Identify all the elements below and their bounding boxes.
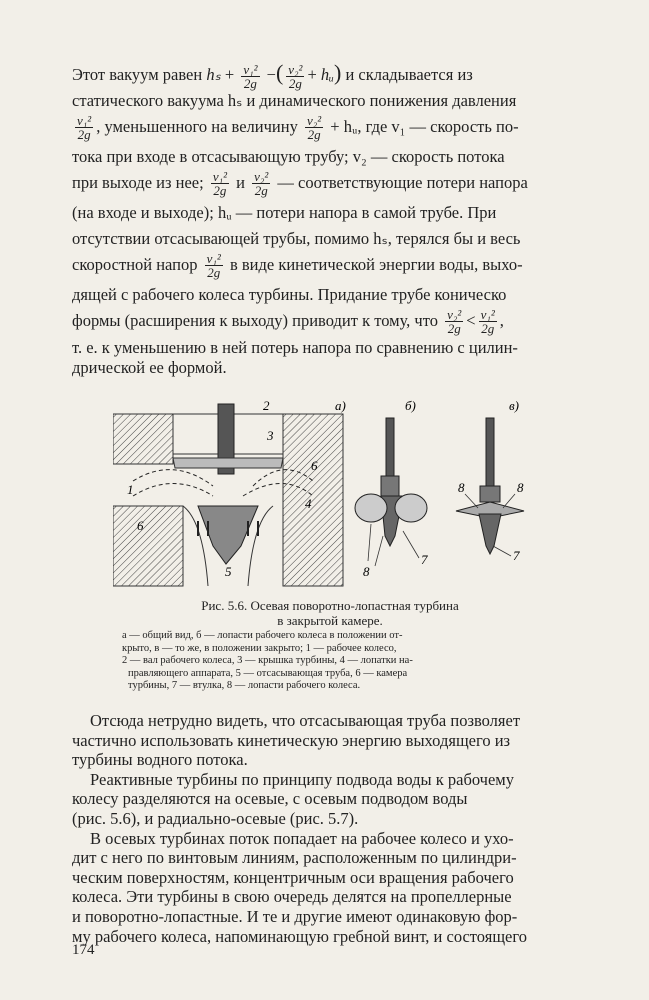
formula-op: +	[307, 65, 317, 84]
fraction	[205, 252, 223, 279]
label-a: а)	[335, 398, 346, 413]
fraction-numerator: v₁²	[206, 251, 221, 267]
text-line: и поворотно-лопастные. И те и другие имеют одинаковую фор-	[72, 906, 518, 926]
text-line: отсутствии отсасывающей трубы, помимо hₛ, терялся бы и весь	[72, 228, 521, 248]
text-fragment: Этот вакуум равен	[72, 65, 203, 84]
text-line: Реактивные турбины по принципу подвода воды к рабочему	[90, 769, 514, 789]
text-line	[72, 114, 595, 144]
turbine-figure	[113, 396, 543, 588]
page-number: 174	[72, 942, 95, 958]
legend-line: турбины, 7 — втулка, 8 — лопасти рабочего колеса.	[128, 680, 361, 691]
text-line: Отсюда нетрудно видеть, что отсасывающая труба позволяет	[90, 711, 521, 730]
text-fragment: и	[236, 172, 245, 192]
text-line: (на входе и выходе); hᵤ — потери напора в самой трубе. При	[72, 202, 497, 222]
fraction	[479, 308, 497, 335]
formula-op: <	[466, 310, 476, 330]
formula-op: −	[266, 65, 276, 84]
body-paragraphs	[72, 711, 595, 946]
fraction-denominator: 2g	[254, 183, 268, 199]
label-b: б)	[405, 398, 416, 413]
fraction-denominator: 2g	[77, 127, 91, 143]
text-fragment: формы (расширения к выходу) приводит к тому, что	[72, 310, 438, 330]
label-8: 8	[517, 480, 524, 495]
formula-op: ,	[499, 310, 504, 330]
text-line: му рабочего колеса, напоминающую гребной винт, и состоящего	[72, 926, 527, 946]
fraction-numerator: v₂²	[447, 307, 462, 323]
label-1: 1	[127, 482, 134, 497]
fraction-numerator: v₁²	[212, 169, 227, 185]
text-line: колесу разделяются на осевые, с осевым подводом воды	[72, 789, 468, 809]
fraction	[252, 170, 270, 197]
formula-op: +	[224, 65, 235, 84]
legend-line: правляющего аппарата, 5 — отсасывающая труба, 6 — камера	[128, 667, 408, 679]
turbine-general-view	[113, 398, 346, 586]
text-line: колеса. Эти турбины в свою очередь делятся на пропеллерные	[72, 887, 512, 907]
text-line	[72, 252, 595, 282]
text-line: дрической ее формой.	[72, 357, 227, 377]
label-6: 6	[311, 458, 318, 473]
fraction-denominator: 2g	[243, 75, 257, 91]
label-8: 8	[458, 480, 465, 495]
text-line: частично использовать кинетическую энергию выходящего из	[72, 730, 511, 750]
label-3: 3	[267, 428, 274, 443]
label-8: 8	[363, 564, 370, 579]
text-line	[72, 308, 595, 338]
fraction-denominator: 2g	[207, 265, 221, 281]
fraction	[286, 63, 304, 90]
fraction-numerator: v₂²	[306, 113, 322, 129]
text-line: В осевых турбинах поток попадает на рабочее колесо и ухо-	[90, 828, 514, 848]
text-line	[72, 170, 595, 200]
text-fragment: , уменьшенного на величину	[96, 116, 298, 136]
fraction-denominator: 2g	[307, 127, 321, 143]
text-fragment: в виде кинетической энергии воды, выхо-	[229, 254, 523, 274]
top-paragraph	[72, 60, 595, 378]
text-line: турбины водного потока.	[72, 750, 248, 770]
text-line: статического вакуума hₛ и динамического понижения давления	[72, 90, 517, 110]
fraction-denominator: 2g	[288, 75, 302, 91]
label-c: в)	[509, 398, 519, 413]
formula-hw: hᵤ	[320, 65, 334, 84]
label-2: 2	[263, 398, 270, 413]
caption-line: Рис. 5.6. Осевая поворотно-лопастная турбина	[201, 598, 459, 613]
legend-line: крыто, в — то же, в положении закрыто; 1 — рабочее колесо,	[122, 642, 397, 654]
text-line: Этот вакуум равен hₛ + $\frac{\text{v₁²}}{2g}$ −( $\frac{\text{v₂²}}{2g}$ + hᵤ) и складывается из	[72, 60, 473, 91]
caption-line: в закрытой камере.	[277, 613, 383, 628]
fraction	[75, 114, 93, 141]
text-fragment: при выходе из нее;	[72, 172, 204, 192]
figure-legend	[122, 630, 540, 693]
blades-closed-view	[456, 398, 524, 563]
label-7: 7	[421, 552, 428, 567]
fraction-numerator: v₂²	[254, 169, 269, 185]
text-line: (рис. 5.6), и радиально-осевые (рис. 5.7).	[72, 808, 359, 828]
legend-line: а — общий вид, б — лопасти рабочего колеса в положении от-	[122, 630, 403, 641]
figure-caption	[120, 598, 540, 628]
fraction-numerator: v₁²	[77, 113, 92, 129]
label-5: 5	[225, 564, 232, 579]
fraction-denominator: 2g	[213, 183, 227, 199]
text-line: дящей с рабочего колеса турбины. Придание трубе коническо	[72, 284, 507, 304]
text-line: тока при входе в отсасывающую трубу; v₂ — скорость потока	[72, 146, 505, 166]
legend-line: 2 — вал рабочего колеса, 3 — крышка турбины, 4 — лопатки на-	[122, 655, 413, 666]
label-4: 4	[305, 496, 312, 511]
fraction-denominator: 2g	[481, 321, 495, 337]
fraction	[305, 114, 323, 141]
fraction	[241, 63, 259, 90]
fraction-numerator: v₂²	[288, 61, 303, 77]
label-6: 6	[137, 518, 144, 533]
blades-open-view	[355, 398, 428, 579]
text-fragment: — соответствующие потери напора	[277, 172, 528, 192]
fraction-numerator: v₁²	[243, 61, 258, 77]
text-line: дит с него по винтовым линиям, расположенным по цилиндри-	[72, 848, 517, 868]
text-line: т. е. к уменьшению в ней потерь напора по сравнению с цилин-	[72, 337, 518, 357]
formula-hs: hₛ	[206, 65, 221, 84]
text-line: ческим поверхностям, концентричным оси вращения рабочего	[72, 867, 514, 887]
fraction	[445, 308, 463, 335]
fraction	[211, 170, 229, 197]
text-fragment: + hᵤ, где v₁ — скорость по-	[330, 116, 519, 136]
fraction-numerator: v₁²	[480, 307, 495, 323]
fraction-denominator: 2g	[447, 321, 461, 337]
text-fragment: и складывается из	[345, 65, 473, 84]
text-fragment: скоростной напор	[72, 254, 198, 274]
label-7: 7	[513, 548, 520, 563]
